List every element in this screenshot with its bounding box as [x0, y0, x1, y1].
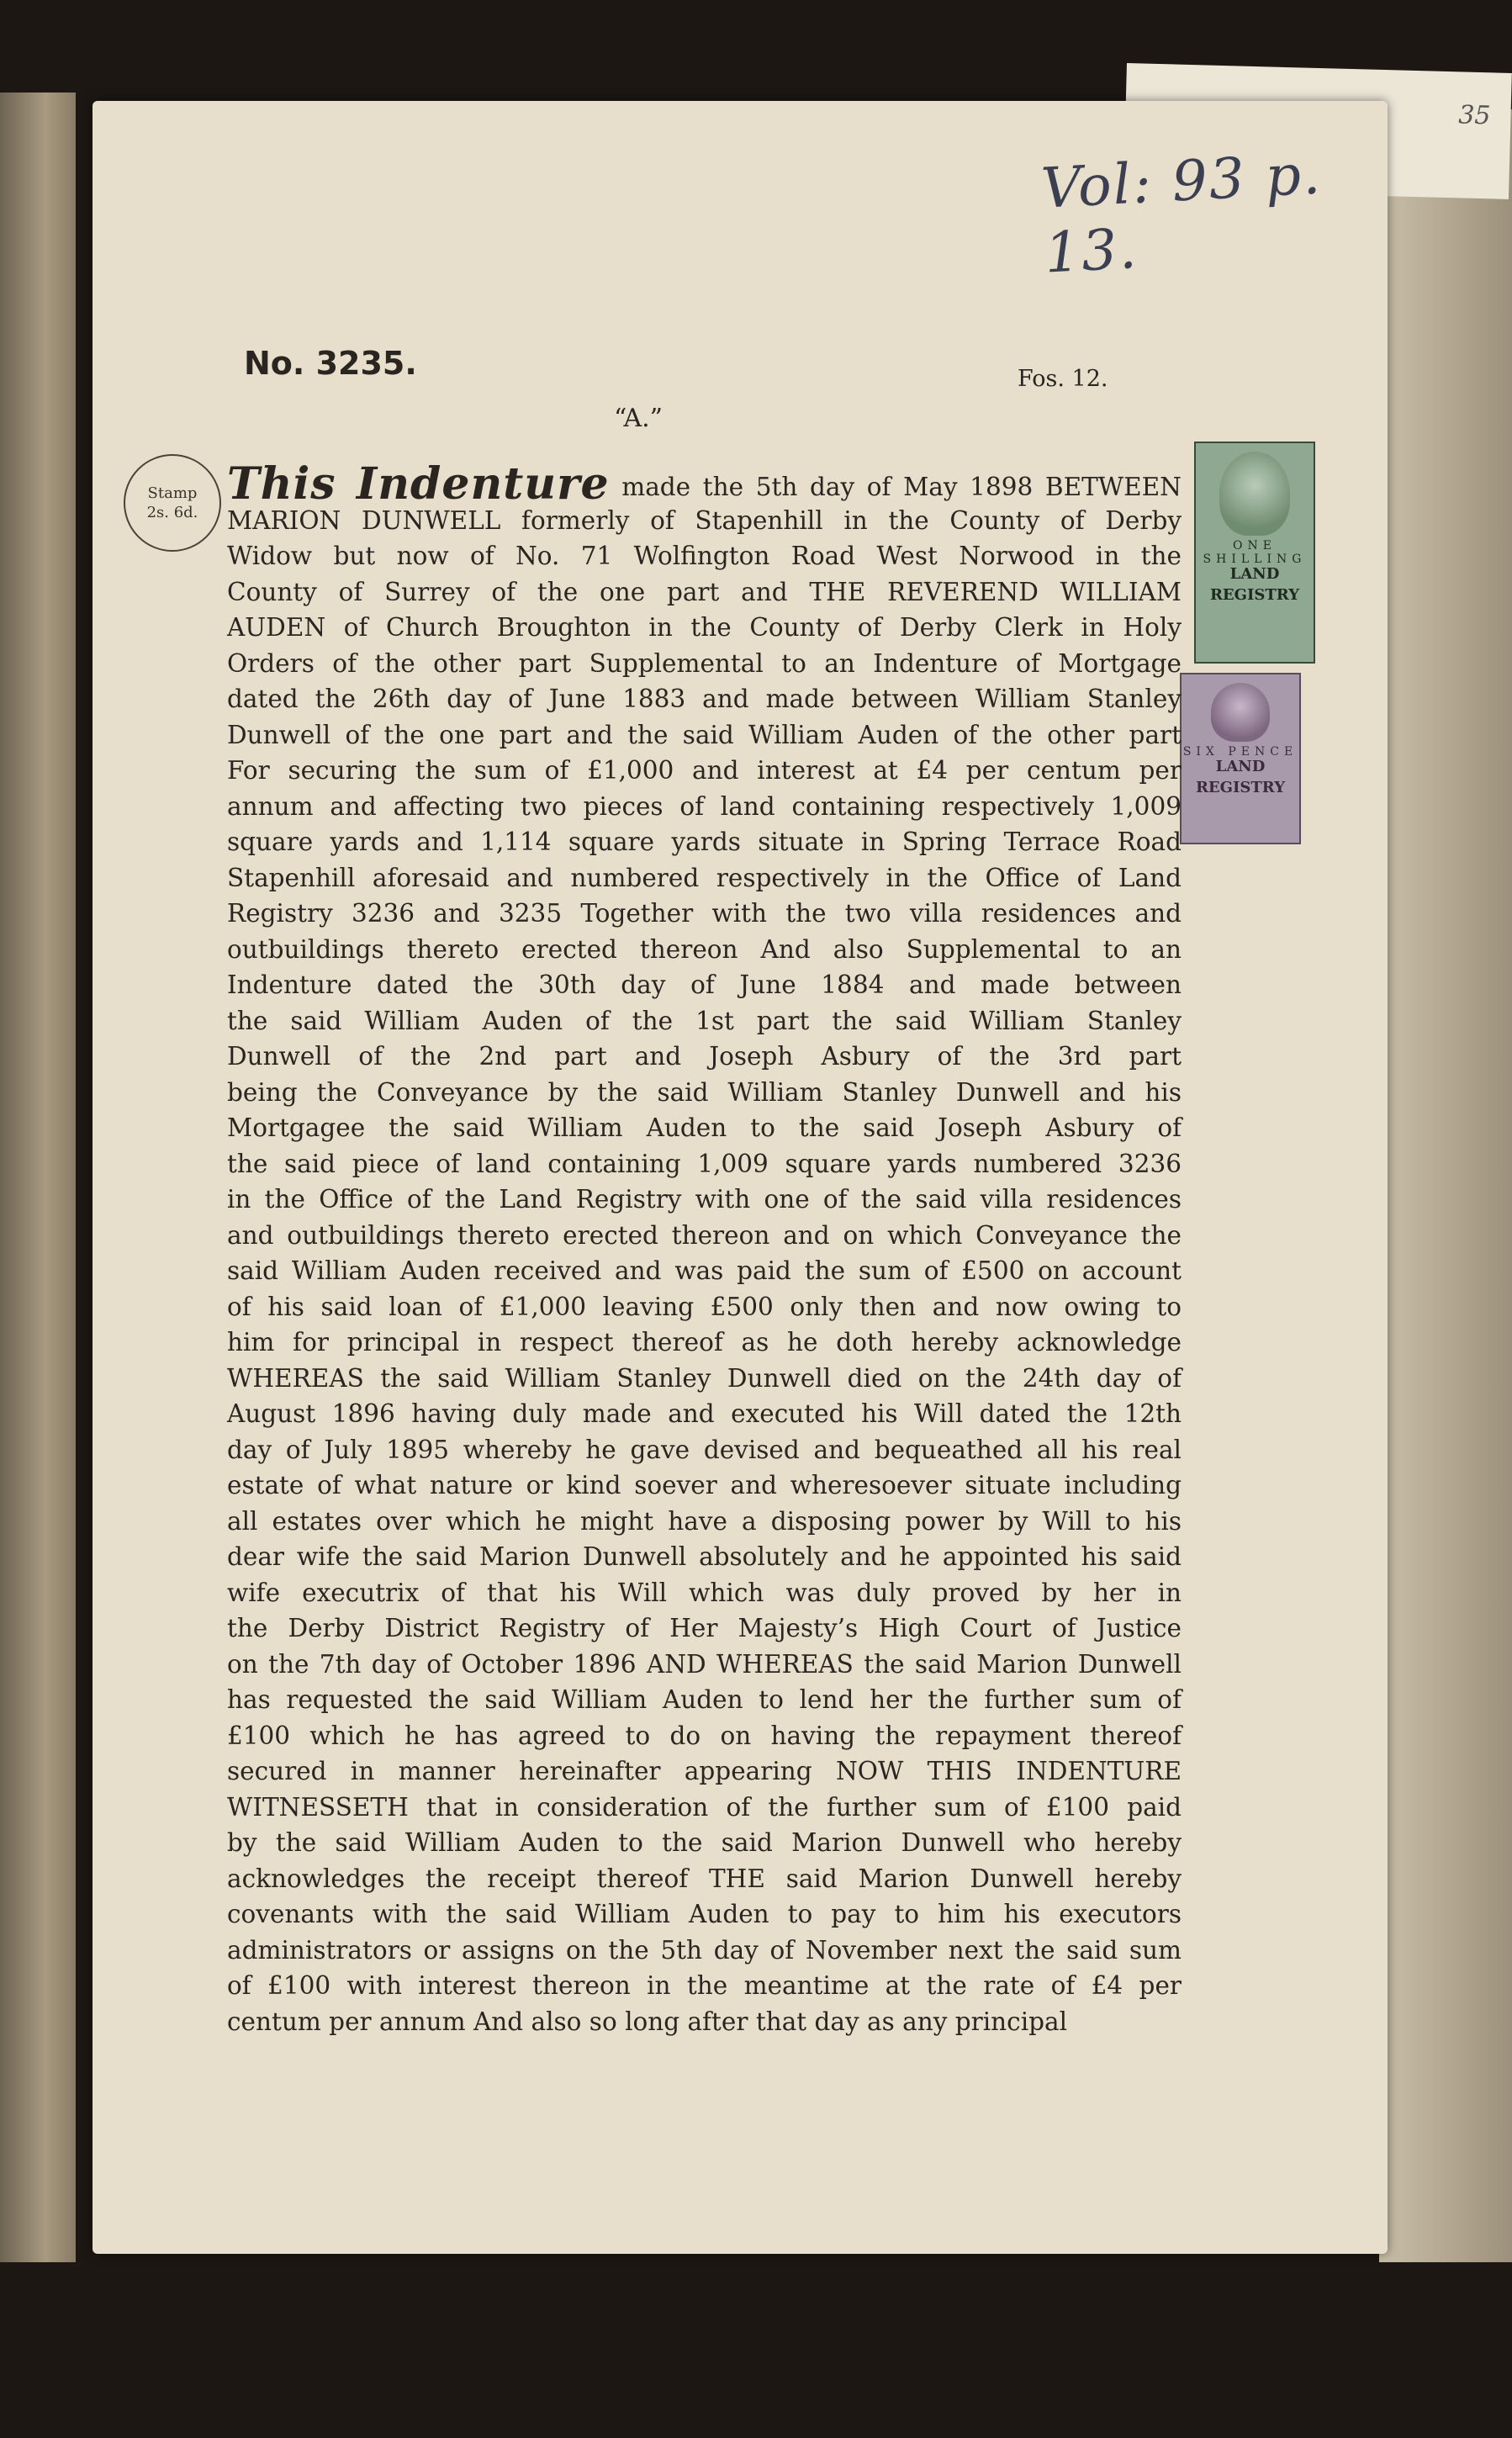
- deed-line: £100 which he has agreed to do on having the repayment thereof: [227, 1721, 1182, 1750]
- deed-line: outbuildings thereto erected thereon And also Supplemental to an: [227, 934, 1182, 964]
- back-sheet-note: 35: [1457, 100, 1491, 131]
- stamp-label-line1: LAND: [1215, 758, 1266, 775]
- deed-line: County of Surrey of the one part and THE REVEREND WILLIAM: [227, 577, 1182, 606]
- stamp-duty-label: Stamp: [147, 484, 198, 502]
- deed-line: Indenture dated the 30th day of June 1884 and made between: [227, 970, 1182, 999]
- document-number: No. 3235.: [244, 345, 417, 382]
- deed-line: centum per annum And also so long after that day as any principal: [227, 2007, 1068, 2036]
- deed-line: said William Auden received and was paid the sum of £500 on account: [227, 1256, 1182, 1285]
- deed-line: of £100 with interest thereon in the meantime at the rate of £4 per: [227, 1971, 1182, 2000]
- deed-line: of his said loan of £1,000 leaving £500 only then and now owing to: [227, 1292, 1182, 1321]
- deed-line: Widow but now of No. 71 Wolfington Road West Norwood in the: [227, 542, 1182, 570]
- deed-line: annum and affecting two pieces of land containing respectively 1,009: [227, 791, 1182, 821]
- deed-line: WITNESSETH that in consideration of the further sum of £100 paid: [227, 1792, 1182, 1822]
- deed-line: day of July 1895 whereby he gave devised and bequeathed all his real: [227, 1435, 1182, 1464]
- deed-line: Orders of the other part Supplemental to an Indenture of Mortgage: [227, 648, 1182, 678]
- deed-line: Dunwell of the one part and the said William Auden of the other part: [227, 720, 1182, 749]
- deed-line: covenants with the said William Auden to pay to him his executors: [227, 1900, 1182, 1928]
- deed-line: For securing the sum of £1,000 and interest at £4 per centum per: [227, 756, 1182, 785]
- page-stack-edge: [1379, 109, 1512, 2262]
- stamp-label-line2: REGISTRY: [1195, 779, 1286, 796]
- deed-line: the Derby District Registry of Her Majesty’s High Court of Justice: [227, 1614, 1182, 1642]
- schedule-mark: “A.”: [614, 404, 663, 433]
- deed-line: and outbuildings thereto erected thereon and on which Conveyance the: [227, 1220, 1182, 1250]
- deed-line: wife executrix of that his Will which was duly proved by her in: [227, 1578, 1182, 1607]
- deed-line: secured in manner hereinafter appearing NOW THIS INDENTURE: [227, 1757, 1182, 1785]
- deed-line: the said William Auden of the 1st part the said William Stanley: [227, 1006, 1182, 1035]
- deed-line: by the said William Auden to the said Marion Dunwell who hereby: [227, 1828, 1182, 1857]
- deed-first-line: [227, 458, 1182, 510]
- deed-line: has requested the said William Auden to lend her the further sum of: [227, 1685, 1182, 1714]
- deed-line: AUDEN of Church Broughton in the County of Derby Clerk in Holy: [227, 613, 1182, 642]
- document-page: [93, 101, 1388, 2254]
- queen-portrait-icon: [1211, 683, 1270, 742]
- left-page-edge: [0, 93, 76, 2262]
- deed-line: dear wife the said Marion Dunwell absolutely and he appointed his said: [227, 1542, 1182, 1571]
- deed-line: in the Office of the Land Registry with one of the said villa residences: [227, 1185, 1182, 1214]
- stamp-denomination: SIX PENCE: [1182, 745, 1298, 759]
- deed-line: square yards and 1,114 square yards situate in Spring Terrace Road: [227, 828, 1182, 856]
- deed-line: being the Conveyance by the said William Stanley Dunwell and his: [227, 1077, 1182, 1107]
- deed-line: Mortgagee the said William Auden to the said Joseph Asbury of: [227, 1113, 1182, 1142]
- revenue-stamp-one-shilling: [1194, 442, 1315, 664]
- deed-line: him for principal in respect thereof as he doth hereby acknowledge: [227, 1328, 1182, 1357]
- stamp-denomination: ONE SHILLING: [1203, 539, 1307, 566]
- deed-line: on the 7th day of October 1896 AND WHEREAS the said Marion Dunwell: [227, 1649, 1182, 1679]
- deed-line: dated the 26th day of June 1883 and made between William Stanley: [227, 685, 1182, 713]
- deed-line: estate of what nature or kind soever and wheresoever situate including: [227, 1471, 1182, 1499]
- opening-word: This Indenture: [227, 458, 610, 510]
- stamp-label-line2: REGISTRY: [1209, 586, 1300, 604]
- stamp-duty-amount: 2s. 6d.: [146, 504, 198, 521]
- deed-line: August 1896 having duly made and executed his Will dated the 12th: [227, 1399, 1182, 1428]
- deed-line: MARION DUNWELL formerly of Stapenhill in the County of Derby: [227, 505, 1182, 535]
- deed-line: the said piece of land containing 1,009 square yards numbered 3236: [227, 1149, 1182, 1178]
- deed-body-text: [227, 458, 1182, 2039]
- folio-count: Fos. 12.: [1018, 366, 1108, 392]
- deed-line: administrators or assigns on the 5th day of November next the said sum: [227, 1935, 1182, 1965]
- deed-line: WHEREAS the said William Stanley Dunwell died on the 24th day of: [227, 1363, 1182, 1393]
- first-line-text: made the 5th day of May 1898 BETWEEN: [621, 473, 1182, 501]
- deed-line: Dunwell of the 2nd part and Joseph Asbury of the 3rd part: [227, 1042, 1182, 1071]
- deed-line: all estates over which he might have a disposing power by Will to his: [227, 1506, 1182, 1536]
- deed-line: Registry 3236 and 3235 Together with the two villa residences and: [227, 899, 1182, 928]
- deed-line: Stapenhill aforesaid and numbered respectively in the Office of Land: [227, 863, 1182, 892]
- stamp-duty-mark: [124, 454, 221, 552]
- queen-portrait-icon: [1219, 452, 1290, 536]
- volume-annotation: Vol: 93 p. 13.: [1039, 141, 1324, 286]
- stamp-label-line1: LAND: [1229, 565, 1280, 583]
- revenue-stamp-six-pence: [1180, 673, 1301, 844]
- deed-line: acknowledges the receipt thereof THE said Marion Dunwell hereby: [227, 1864, 1182, 1893]
